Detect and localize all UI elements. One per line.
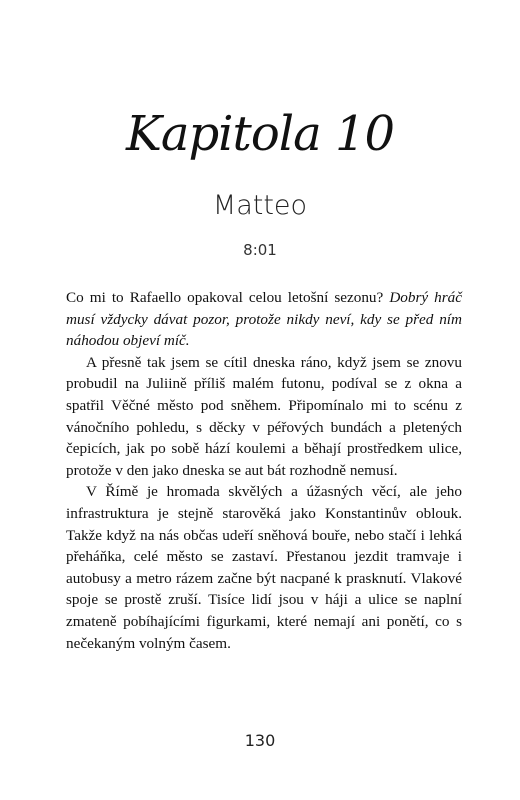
chapter-heading: Kapitola 10: [125, 106, 395, 162]
paragraph-1: [66, 287, 462, 352]
paragraph-1-italic-quote: Dobrý hráč musí vždycky dávat pozor, protože nikdy neví, kdy se před ním náhodou objeví míč.: [66, 289, 462, 350]
paragraph-1-plain: Co mi to Rafaello opakoval celou letošní sezonu?: [66, 289, 390, 306]
paragraph-2: A přesně tak jsem se cítil dneska ráno, když jsem se znovu probudil na Juliině příliš malém futonu, podíval se z okna a spatřil Věčné město pod sněhem. Připomínalo mi to scénu z vánočního pohledu, s děcky v péřových bundách a pletených čepicích, jak po sobě hází koulemi a běhají prostředkem ulice, protože v den jako dneska se aut bát rozhodně nemusí.: [66, 353, 462, 479]
paragraph-3: V Římě je hromada skvělých a úžasných věcí, ale jeho infrastruktura je stejně starověká jako Konstantinův oblouk. Takže když na nás občas udeří sněhová bouře, nebo stačí i lehká přeháňka, celé město se zastaví. Přestanou jezdit tramvaje i autobusy a metro rázem začne být nacpané k prasknutí. Vlakové spoje se prostě zruší. Tisíce lidí jsou v háji a ulice se naplní zmateně pobíhajícími figurkami, které nemají ani ponětí, co s nečekaným volným časem.: [66, 483, 462, 652]
chapter-character-name: Matteo: [212, 190, 308, 221]
chapter-body: [66, 287, 462, 654]
page-number: 130: [244, 731, 276, 750]
chapter-time: 8:01: [243, 241, 277, 259]
